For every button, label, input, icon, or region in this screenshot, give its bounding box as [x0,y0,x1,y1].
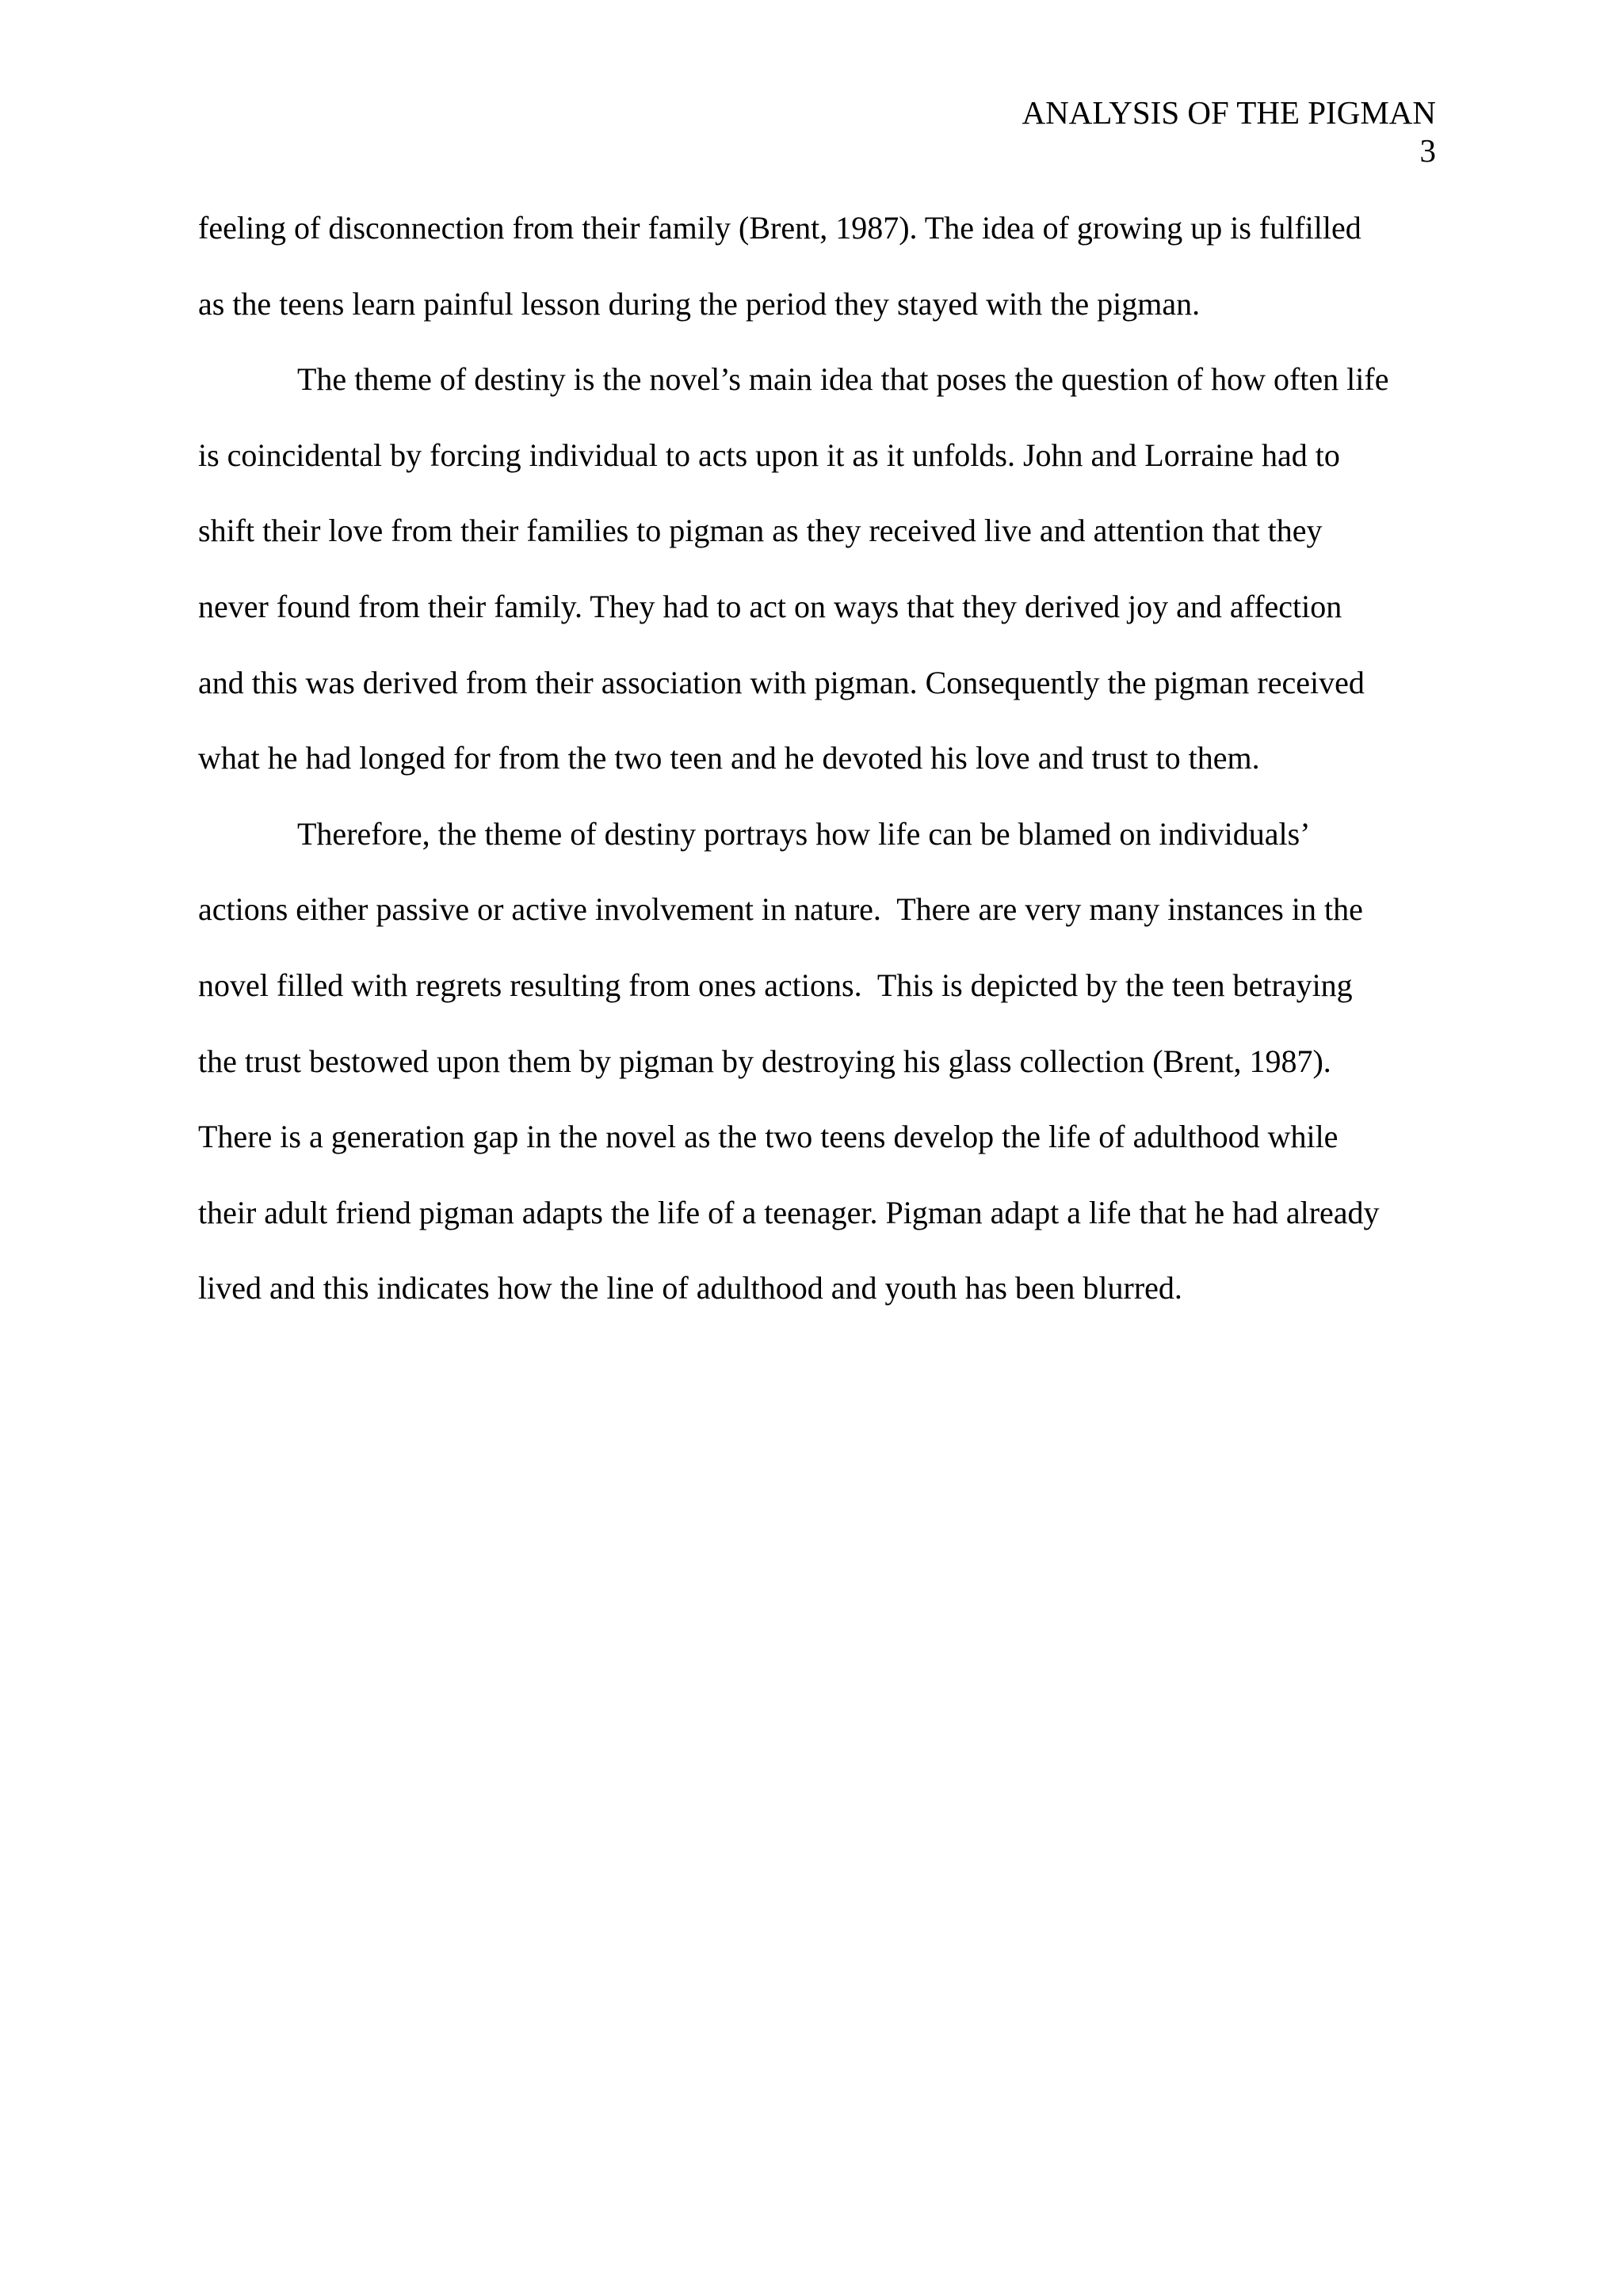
text-line: lived and this indicates how the line of adulthood and youth has been blurred. [198,1270,1182,1306]
text-line: shift their love from their families to pigman as they received live and attention that they [198,513,1323,549]
running-head: ANALYSIS OF THE PIGMAN [1022,94,1436,131]
text-line: There is a generation gap in the novel as the two teens develop the life of adulthood while [198,1119,1338,1155]
text-line: what he had longed for from the two teen and he devoted his love and trust to them. [198,740,1260,776]
page-header [1022,93,1437,170]
text-line: feeling of disconnection from their family (Brent, 1987). The idea of growing up is fulfilled [198,210,1361,246]
text-line: actions either passive or active involvement in nature. There are very many instances in the [198,891,1363,928]
text-line: never found from their family. They had to act on ways that they derived joy and affection [198,588,1342,624]
text-line: their adult friend pigman adapts the life of a teenager. Pigman adapt a life that he had already [198,1194,1380,1230]
page-number: 3 [1419,132,1436,169]
paragraph-first-line: The theme of destiny is the novel’s main idea that poses the question of how often life [297,361,1389,398]
text-line: the trust bestowed upon them by pigman by destroying his glass collection (Brent, 1987). [198,1043,1331,1079]
text-line: is coincidental by forcing individual to acts upon it as it unfolds. John and Lorraine had to [198,437,1340,473]
text-line: novel filled with regrets resulting from ones actions. This is depicted by the teen betraying [198,967,1353,1003]
text-line: as the teens learn painful lesson during the period they stayed with the pigman. [198,285,1201,322]
body-text [198,190,1442,1326]
text-line: and this was derived from their association with pigman. Consequently the pigman received [198,664,1365,700]
paragraph-first-line: Therefore, the theme of destiny portrays how life can be blamed on individuals’ [297,815,1311,852]
